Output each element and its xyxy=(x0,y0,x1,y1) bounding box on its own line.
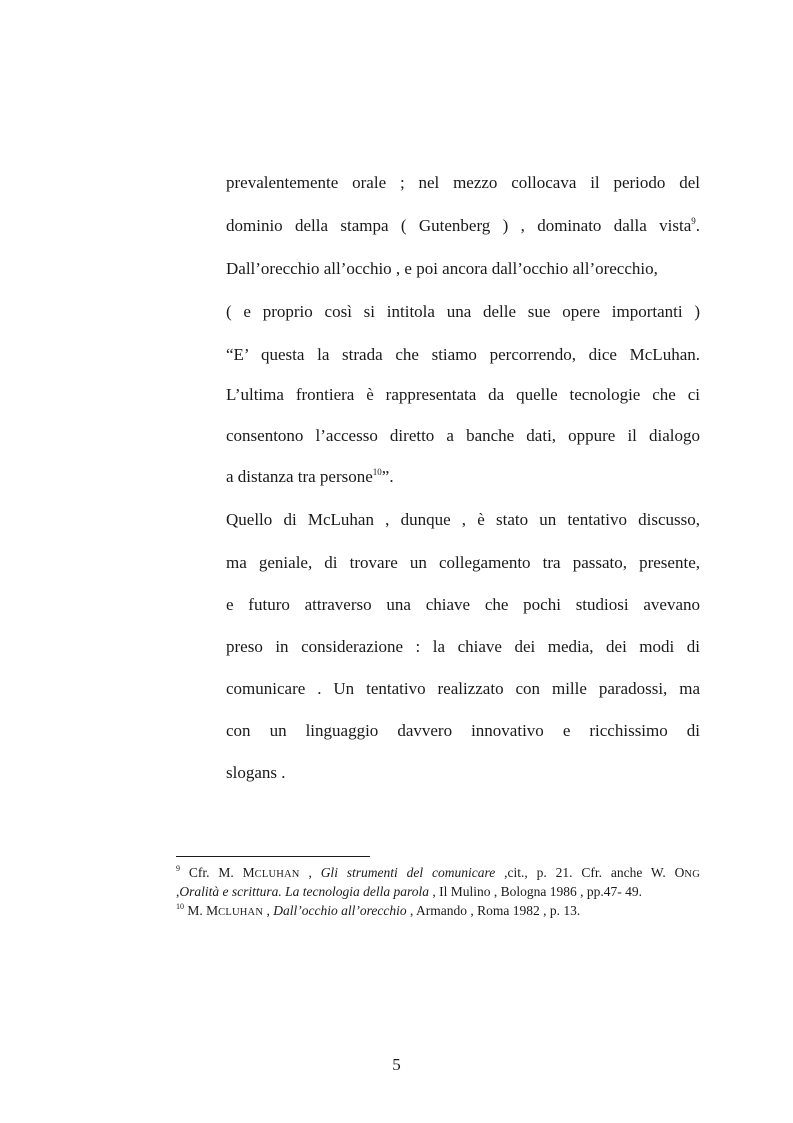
footnote-9-line-1 xyxy=(176,864,700,884)
footnote-10-number: 10 xyxy=(176,902,184,911)
body-line-11: e futuro attraverso una chiave che pochi studiosi avevano xyxy=(226,595,700,614)
body-line-8 xyxy=(226,466,700,488)
body-line-2-text: dominio della stampa ( Gutenberg ) , dominato dalla vista xyxy=(226,216,692,235)
body-line-5: “E’ questa la strada che stiamo percorrendo, dice McLuhan. xyxy=(226,345,700,364)
footnote-9-smallcaps-a: C xyxy=(254,869,262,880)
body-line-6: L’ultima frontiera è rappresentata da quelle tecnologie che ci xyxy=(226,385,700,404)
body-line-13: comunicare . Un tentativo realizzato con mille paradossi, ma xyxy=(226,679,700,698)
footnote-9-text-e: , Il Mulino , Bologna 1986 , pp.47- 49. xyxy=(429,884,642,899)
footnote-9-smallcaps-c: NG xyxy=(684,869,700,880)
footnote-9-text-d: , xyxy=(176,884,180,899)
footnote-10-title: Dall’occhio all’orecchio xyxy=(273,903,407,918)
footnote-9-title-2: Oralità e scrittura. La tecnologia della parola xyxy=(179,884,429,899)
body-line-7: consentono l’accesso diretto a banche dati, oppure il dialogo xyxy=(226,426,700,445)
footnote-10-text-b: , xyxy=(263,903,274,918)
body-line-8-end: ”. xyxy=(381,467,394,486)
body-line-3: Dall’orecchio all’occhio , e poi ancora dall’occhio all’orecchio, xyxy=(226,259,658,278)
footnote-10-text-a: M. M xyxy=(184,903,219,918)
body-line-15: slogans . xyxy=(226,763,286,782)
body-line-4: ( e proprio così si intitola una delle sue opere importanti ) xyxy=(226,302,700,321)
footnote-9-title: Gli strumenti del comunicare xyxy=(320,865,496,880)
footnote-ref-10[interactable]: 10 xyxy=(372,467,382,477)
body-line-14: con un linguaggio davvero innovativo e ricchissimo di xyxy=(226,721,700,740)
footnote-separator xyxy=(176,856,370,857)
body-line-2 xyxy=(226,215,700,237)
page-number: 5 xyxy=(392,1055,401,1074)
body-line-1: prevalentemente orale ; nel mezzo collocava il periodo del xyxy=(226,173,700,192)
footnote-9-text-c: ,cit., p. 21. Cfr. anche W. O xyxy=(495,865,685,880)
footnote-10-smallcaps-b: LUHAN xyxy=(225,907,264,918)
footnote-9-text-b: , xyxy=(299,865,321,880)
footnote-ref-9[interactable]: 9 xyxy=(691,216,696,226)
footnote-9-text-a: Cfr. M. M xyxy=(180,865,255,880)
footnote-9-smallcaps-b: LUHAN xyxy=(261,869,300,880)
body-line-12: preso in considerazione : la chiave dei media, dei modi di xyxy=(226,637,700,656)
body-line-9: Quello di McLuhan , dunque , è stato un tentativo discusso, xyxy=(226,510,700,529)
body-line-8-text: a distanza tra persone xyxy=(226,467,373,486)
footnote-10 xyxy=(176,902,700,922)
footnote-10-text-c: , Armando , Roma 1982 , p. 13. xyxy=(406,903,581,918)
footnote-10-smallcaps-a: C xyxy=(218,907,226,918)
body-line-2-end: . xyxy=(695,216,700,235)
footnote-9-number: 9 xyxy=(176,864,180,873)
body-line-10: ma geniale, di trovare un collegamento tra passato, presente, xyxy=(226,553,700,572)
footnote-9-line-2 xyxy=(176,883,700,901)
